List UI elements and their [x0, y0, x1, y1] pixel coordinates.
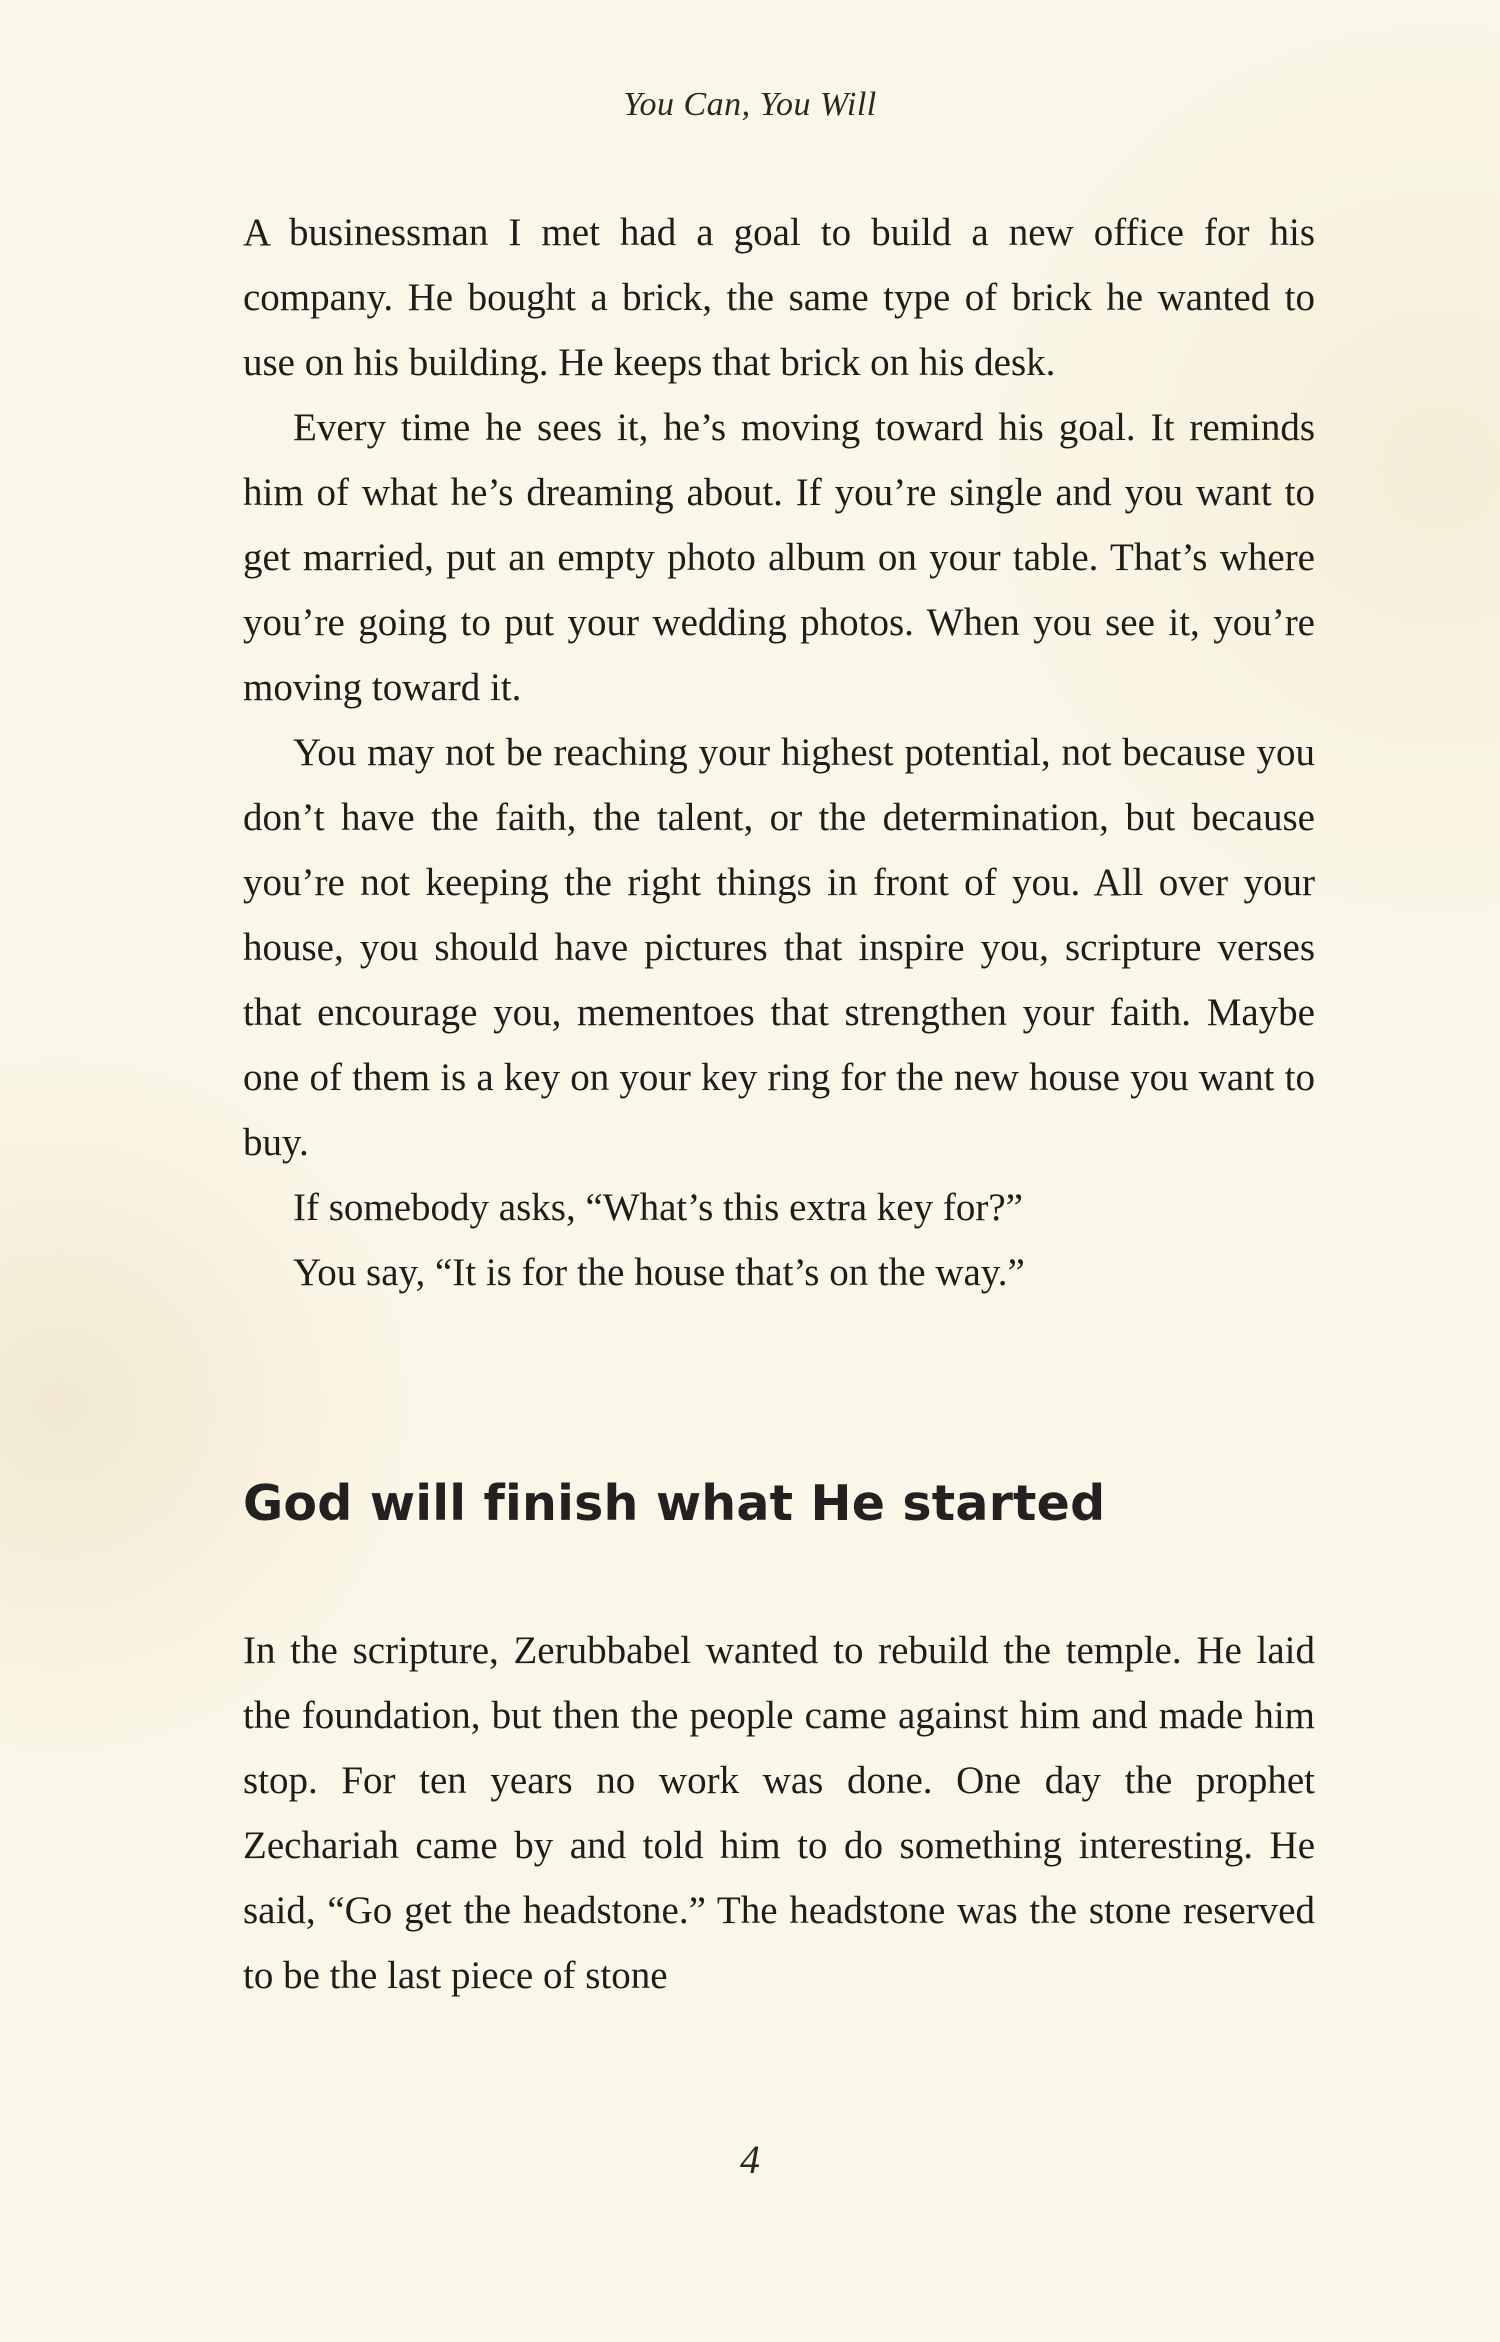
section-heading: God will finish what He started	[243, 1475, 1106, 1532]
paragraph-zerubbabel: In the scripture, Zerubbabel wanted to rebuild the temple. He laid the foundation, but then the people came against him and made him stop. For ten years no work was done. One day the prophet Zechariah came by and told him to do something interesting. He said, “Go get the headstone.” The headstone was the stone reserved to be the last piece of stone	[243, 1629, 1315, 1997]
paragraph-photo-album: Every time he sees it, he’s moving toward his goal. It reminds him of what he’s dreaming about. If you’re single and you want to get married, put an empty photo album on your table. That’s where you’re going to put your wedding photos. When you see it, you’re moving toward it.	[243, 406, 1315, 709]
body-text-section-one	[243, 200, 1315, 1305]
body-text-section-two	[243, 1618, 1315, 2008]
paragraph-house-on-the-way: You say, “It is for the house that’s on the way.”	[293, 1251, 1025, 1294]
paragraph-extra-key-question: If somebody asks, “What’s this extra key for?”	[293, 1186, 1023, 1229]
paragraph-businessman-brick: A businessman I met had a goal to build a new office for his company. He bought a brick, the same type of brick he wanted to use on his building. He keeps that brick on his desk.	[243, 211, 1315, 384]
running-head: You Can, You Will	[623, 86, 877, 123]
page-number: 4	[740, 2137, 760, 2182]
paragraph-highest-potential: You may not be reaching your highest potential, not because you don’t have the faith, the talent, or the determination, but because you’re not keeping the right things in front of you. All over your house, you should have pictures that inspire you, scripture verses that encourage you, mementoes that strengthen your faith. Maybe one of them is a key on your key ring for the new house you want to buy.	[243, 731, 1315, 1164]
